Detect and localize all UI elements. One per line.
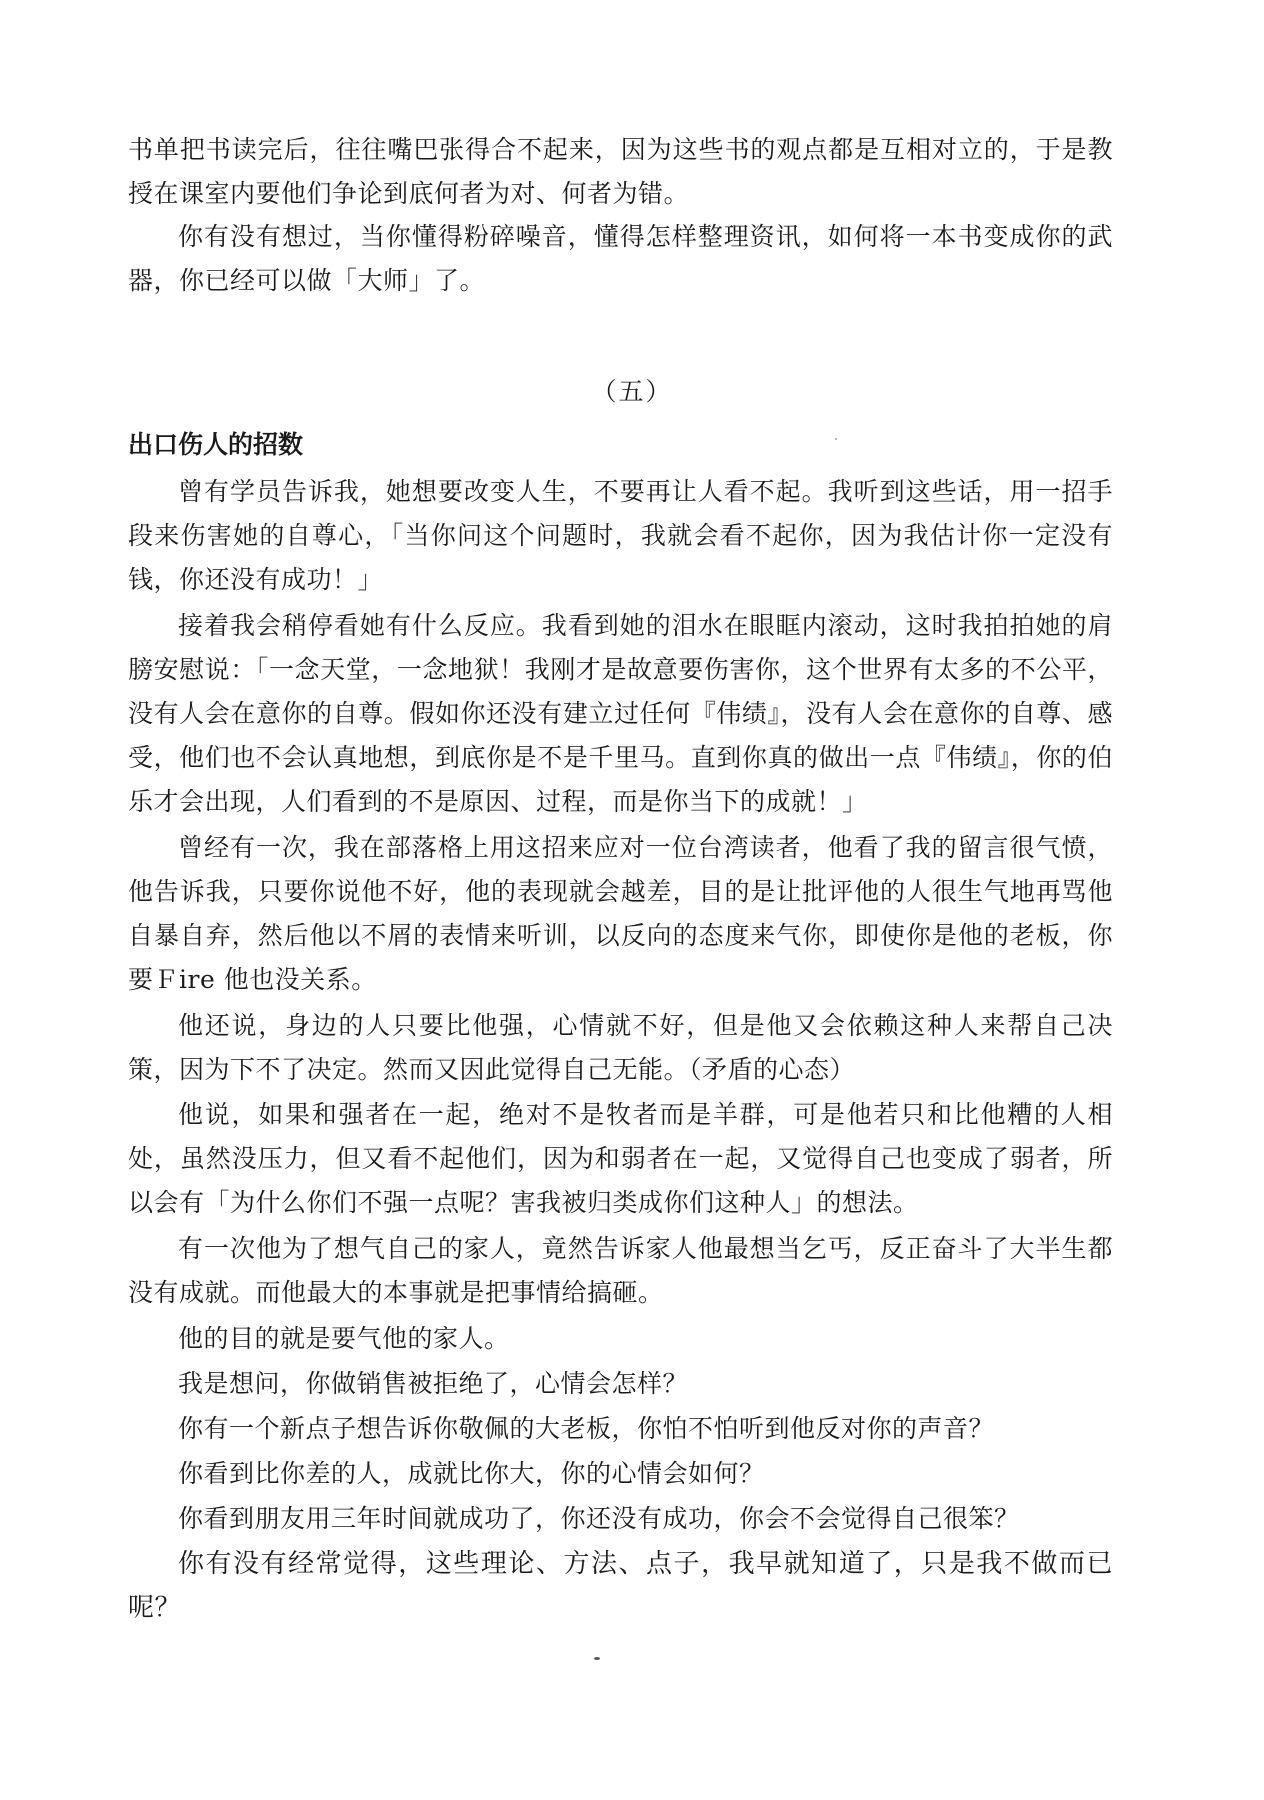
section-number: （五）: [591, 377, 673, 406]
section-heading: 出口伤人的招数: [128, 430, 304, 459]
paragraph-1: 曾有学员告诉我，她想要改变人生，不要再让人看不起。我听到这些话，用一招手段来伤害她的自尊心，「当你问这个问题时，我就会看不起你，因为我估计你一定没有钱，你还没有成功！」: [128, 477, 1113, 594]
paragraph-11: 你看到朋友用三年时间就成功了，你还没有成功，你会不会觉得自己很笨？: [178, 1504, 1020, 1533]
paragraph-10: 你看到比你差的人，成就比你大，你的心情会如何？: [178, 1459, 765, 1488]
paragraph-4: 他还说，身边的人只要比他强，心情就不好，但是他又会依赖这种人来帮自己决策，因为下不了决定。然而又因此觉得自己无能。（矛盾的心态）: [128, 1011, 1113, 1084]
paragraph-6: 有一次他为了想气自己的家人，竟然告诉家人他最想当乞丐，反正奋斗了大半生都没有成就。而他最大的本事就是把事情给搞砸。: [128, 1234, 1113, 1307]
scan-speck: [594, 1657, 600, 1660]
paragraph-5: 他说，如果和强者在一起，绝对不是牧者而是羊群，可是他若只和比他糟的人相处，虽然没压力，但又看不起他们，因为和弱者在一起，又觉得自己也变成了弱者，所以会有「为什么你们不强一点呢？害我被归类成你们这种人」的想法。: [128, 1100, 1113, 1217]
paragraph-top-2: 你有没有想过，当你懂得粉碎噪音，懂得怎样整理资讯，如何将一本书变成你的武器，你已经可以做「大师」了。: [128, 222, 1113, 295]
scan-speck: [835, 438, 837, 440]
paragraph-top-1: 书单把书读完后，往往嘴巴张得合不起来，因为这些书的观点都是互相对立的，于是教授在课室内要他们争论到底何者为对、何者为错。: [128, 135, 1113, 208]
paragraph-7: 他的目的就是要气他的家人。: [178, 1324, 510, 1353]
paragraph-9: 你有一个新点子想告诉你敬佩的大老板，你怕不怕听到他反对你的声音？: [178, 1414, 995, 1443]
paragraph-3: 曾经有一次，我在部落格上用这招来应对一位台湾读者，他看了我的留言很气愤，他告诉我，只要你说他不好，他的表现就会越差，目的是让批评他的人很生气地再骂他自暴自弃，然后他以不屑的表情来听训，以反向的态度来气你，即使你是他的老板，你要Ｆire 他也没关系。: [128, 833, 1113, 994]
paragraph-2: 接着我会稍停看她有什么反应。我看到她的泪水在眼眶内滚动，这时我拍拍她的肩膀安慰说：「一念天堂，一念地狱！我刚才是故意要伤害你，这个世界有太多的不公平，没有人会在意你的自尊。假如你还没有建立过任何『伟绩』，没有人会在意你的自尊、感受，他们也不会认真地想，到底你是不是千里马。直到你真的做出一点『伟绩』，你的伯乐才会出现，人们看到的不是原因、过程，而是你当下的成就！」: [128, 611, 1113, 816]
paragraph-12: 你有没有经常觉得，这些理论、方法、点子，我早就知道了，只是我不做而已呢？: [128, 1549, 1113, 1623]
paragraph-8: 我是想问，你做销售被拒绝了，心情会怎样？: [178, 1369, 689, 1398]
